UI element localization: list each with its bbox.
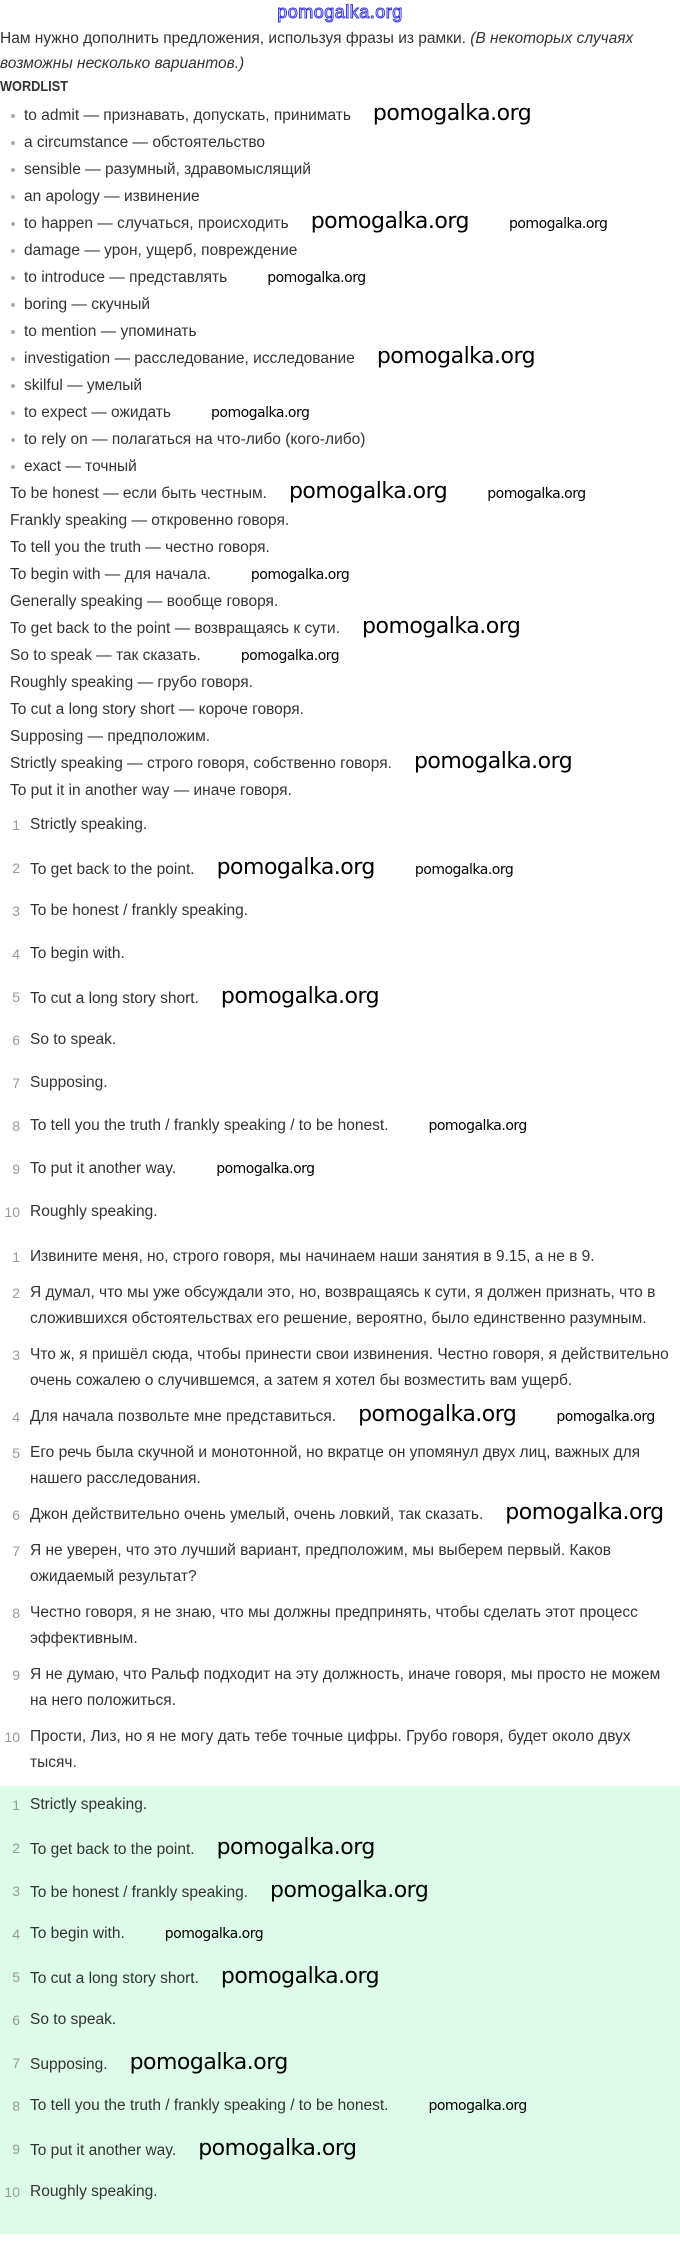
wordlist-item — [0, 723, 680, 750]
watermark: pomogalka.org — [428, 1118, 527, 1134]
wordlist-item — [0, 669, 680, 696]
watermark: pomogalka.org — [216, 855, 375, 880]
wordlist-title: WORDLIST — [0, 78, 68, 95]
translation-content — [30, 1538, 676, 1590]
watermark: pomogalka.org — [267, 270, 366, 286]
translation-text: Я не думаю, что Ральф подходит на эту должность, иначе говоря, мы просто не можем на него положиться. — [30, 1666, 661, 1709]
answer-text: So to speak. — [30, 2011, 117, 2028]
watermark: pomogalka.org — [164, 1926, 264, 1942]
item-number: 3 — [12, 1347, 20, 1363]
watermark: pomogalka.org — [358, 1402, 517, 1427]
item-number: 9 — [12, 2141, 20, 2157]
item-number: 6 — [12, 2012, 20, 2028]
wordlist-item-text: a circumstance — обстоятельство — [24, 134, 266, 151]
answer-text: Strictly speaking. — [30, 1796, 148, 1813]
watermark: pomogalka.org — [428, 2098, 527, 2114]
wordlist-item-text: Strictly speaking — строго говоря, собственно говоря. — [10, 755, 392, 772]
answer-item — [0, 1158, 680, 1201]
answer-item — [0, 1880, 680, 1923]
wordlist-item — [0, 183, 680, 210]
wordlist-item — [0, 777, 680, 804]
answer-text: To put it another way. — [30, 2142, 177, 2159]
item-number: 1 — [12, 1797, 20, 1813]
watermark: pomogalka.org — [211, 405, 310, 421]
wordlist-item-text: Generally speaking — вообще говоря. — [10, 593, 279, 610]
wordlist-item — [0, 615, 680, 642]
wordlist-item — [0, 453, 680, 480]
answer-item — [0, 2052, 680, 2095]
answer-content — [30, 1072, 108, 1115]
wordlist-item — [0, 372, 680, 399]
answer-text: To begin with. — [30, 1925, 125, 1942]
watermark: pomogalka.org — [220, 984, 380, 1009]
translation-item — [0, 1600, 676, 1652]
answer-item — [0, 1072, 680, 1115]
watermark: pomogalka.org — [487, 486, 586, 502]
watermark: pomogalka.org — [376, 344, 536, 369]
answer-text: Supposing. — [30, 1074, 108, 1091]
translation-text: Извините меня, но, строго говоря, мы начинаем наши занятия в 9.15, а не в 9. — [30, 1248, 595, 1265]
watermark: pomogalka.org — [372, 101, 532, 126]
answer-text: To cut a long story short. — [30, 990, 199, 1007]
answer-item — [0, 2138, 680, 2181]
wordlist-item — [0, 237, 680, 264]
wordlist-item-text: Frankly speaking — откровенно говоря. — [10, 512, 290, 529]
answer-content — [30, 1029, 116, 1072]
answer-item — [0, 1966, 680, 2009]
translation-content — [30, 1502, 664, 1528]
answer-content — [30, 1794, 147, 1837]
answer-item — [0, 986, 680, 1029]
wordlist-item-text: to introduce — представлять — [24, 269, 228, 286]
instruction-text: Нам нужно дополнить предложения, используя фразы из рамки. — [0, 30, 466, 47]
item-number: 7 — [12, 2055, 20, 2071]
item-number: 4 — [12, 1926, 20, 1942]
watermark: pomogalka.org — [505, 1500, 664, 1525]
answer-content — [30, 2181, 158, 2224]
answer-item — [0, 814, 680, 857]
translation-text: Что ж, я пришёл сюда, чтобы принести свои извинения. Честно говоря, я действительно очень сожалею о случившемся, а затем я хотел бы возместить вам ущерб. — [30, 1346, 669, 1389]
answer-item — [0, 1115, 680, 1158]
answer-content — [30, 1923, 263, 1966]
translation-item — [0, 1280, 676, 1332]
wordlist-item — [0, 291, 680, 318]
wordlist-item-text: to rely on — полагаться на что-либо (кого-либо) — [24, 431, 366, 448]
item-number: 6 — [12, 1507, 20, 1523]
item-number: 10 — [4, 2184, 20, 2200]
answer-content — [30, 1837, 375, 1880]
wordlist-item-text: damage — урон, ущерб, повреждение — [24, 242, 298, 259]
watermark: pomogalka.org — [413, 749, 573, 774]
answer-content — [30, 814, 147, 857]
translation-content — [30, 1440, 676, 1492]
translation-item — [0, 1342, 676, 1394]
answer-text: To tell you the truth / frankly speaking / to be honest. — [30, 1117, 389, 1134]
answer-text: To get back to the point. — [30, 1841, 195, 1858]
item-number: 4 — [12, 946, 20, 962]
answer-content — [30, 1880, 428, 1923]
wordlist-item-text: investigation — расследование, исследование — [24, 350, 355, 367]
answer-text: To tell you the truth / frankly speaking / to be honest. — [30, 2097, 389, 2114]
translation-item — [0, 1404, 676, 1430]
wordlist-item-text: Supposing — предположим. — [10, 728, 211, 745]
answer-content — [30, 2052, 288, 2095]
wordlist-item-text: To get back to the point — возвращаясь к сути. — [10, 620, 341, 637]
translation-content — [30, 1280, 676, 1332]
answer-content — [30, 1966, 379, 2009]
item-number: 9 — [12, 1667, 20, 1683]
answer-item — [0, 2095, 680, 2138]
answers-list-highlighted — [0, 1794, 680, 2224]
watermark: pomogalka.org — [270, 1878, 429, 1903]
wordlist-item-text: To be honest — если быть честным. — [10, 485, 267, 502]
wordlist-item — [0, 480, 680, 507]
wordlist-item — [0, 210, 680, 237]
wordlist-item — [0, 264, 680, 291]
answer-content — [30, 1158, 315, 1201]
answers-list — [0, 814, 680, 1244]
answer-text: So to speak. — [30, 1031, 117, 1048]
task-instructions — [0, 26, 672, 76]
wordlist-item — [0, 507, 680, 534]
instruction-note: (В некоторых случаях возможны несколько вариантов.) — [0, 30, 634, 72]
watermark: pomogalka.org — [310, 209, 469, 234]
item-number: 4 — [12, 1409, 20, 1425]
answer-item — [0, 2181, 680, 2224]
wordlist-item-text: To cut a long story short — короче говоря. — [10, 701, 304, 718]
answer-text: To cut a long story short. — [30, 1970, 199, 1987]
wordlist-item — [0, 102, 680, 129]
wordlist-item — [0, 129, 680, 156]
wordlist-item — [0, 345, 680, 372]
answer-text: To put it another way. — [30, 1160, 177, 1177]
watermark: pomogalka.org — [250, 567, 350, 583]
watermark: pomogalka.org — [240, 648, 340, 664]
wordlist — [0, 102, 680, 804]
translation-content — [30, 1404, 655, 1430]
item-number: 5 — [12, 989, 20, 1005]
item-number: 5 — [12, 1969, 20, 1985]
answer-content — [30, 857, 513, 900]
wordlist-item — [0, 156, 680, 183]
wordlist-item-text: Roughly speaking — грубо говоря. — [10, 674, 253, 691]
translation-text: Прости, Лиз, но я не могу дать тебе точные цифры. Грубо говоря, будет около двух тысяч. — [30, 1728, 631, 1771]
answer-text: Roughly speaking. — [30, 1203, 158, 1220]
translation-item — [0, 1244, 676, 1270]
answer-content — [30, 986, 379, 1029]
watermark: pomogalka.org — [216, 1161, 315, 1177]
wordlist-item — [0, 399, 680, 426]
translation-content — [30, 1342, 676, 1394]
wordlist-item-text: to admit — признавать, допускать, принимать — [24, 107, 351, 124]
item-number: 10 — [4, 1729, 20, 1745]
translation-item — [0, 1440, 676, 1492]
watermark: pomogalka.org — [129, 2050, 288, 2075]
wordlist-item — [0, 561, 680, 588]
wordlist-item — [0, 642, 680, 669]
item-number: 8 — [12, 2098, 20, 2114]
item-number: 1 — [12, 1249, 20, 1265]
item-number: 2 — [12, 860, 20, 876]
item-number: 9 — [12, 1161, 20, 1177]
answer-content — [30, 2095, 527, 2138]
answer-content — [30, 2138, 356, 2181]
watermark: pomogalka.org — [220, 1964, 380, 1989]
translation-text: Я думал, что мы уже обсуждали это, но, возвращаясь к сути, я должен признать, что в сложившихся обстоятельствах его решение, вероятно, было единственно разумным. — [30, 1284, 656, 1327]
translation-content — [30, 1662, 676, 1714]
answer-text: To be honest / frankly speaking. — [30, 1884, 248, 1901]
wordlist-item-text: boring — скучный — [24, 296, 151, 313]
translation-text: Для начала позвольте мне представиться. — [30, 1408, 337, 1425]
answer-item — [0, 1837, 680, 1880]
watermark: pomogalka.org — [556, 1409, 655, 1425]
watermark: pomogalka.org — [508, 216, 608, 232]
translation-content — [30, 1600, 676, 1652]
answer-text: Strictly speaking. — [30, 816, 148, 833]
answer-content — [30, 2009, 116, 2052]
item-number: 10 — [4, 1204, 20, 1220]
translation-text: Его речь была скучной и монотонной, но вкратце он упомянул двух лиц, важных для нашего расследования. — [30, 1444, 641, 1487]
answer-item — [0, 943, 680, 986]
answer-item — [0, 900, 680, 943]
translation-text: Джон действительно очень умелый, очень ловкий, так сказать. — [30, 1506, 484, 1523]
wordlist-item — [0, 426, 680, 453]
answer-item — [0, 857, 680, 900]
item-number: 8 — [12, 1605, 20, 1621]
watermark: pomogalka.org — [216, 1835, 375, 1860]
wordlist-item-text: To put it in another way — иначе говоря. — [10, 782, 292, 799]
translation-item — [0, 1538, 676, 1590]
wordlist-item-text: To tell you the truth — честно говоря. — [10, 539, 270, 556]
answer-content — [30, 1115, 527, 1158]
item-number: 1 — [12, 817, 20, 833]
answers-panel — [0, 1786, 680, 2234]
item-number: 3 — [12, 1883, 20, 1899]
answer-text: Supposing. — [30, 2056, 108, 2073]
site-logo[interactable]: pomogalka.org — [277, 2, 403, 22]
wordlist-item — [0, 588, 680, 615]
item-number: 2 — [12, 1840, 20, 1856]
answer-text: To be honest / frankly speaking. — [30, 902, 248, 919]
wordlist-item-text: To begin with — для начала. — [10, 566, 211, 583]
wordlist-item-text: exact — точный — [24, 458, 137, 475]
answer-item — [0, 1794, 680, 1837]
answer-content — [30, 900, 248, 943]
watermark: pomogalka.org — [362, 614, 521, 639]
item-number: 3 — [12, 903, 20, 919]
item-number: 6 — [12, 1032, 20, 1048]
translations-list — [0, 1244, 676, 1776]
wordlist-item-text: So to speak — так сказать. — [10, 647, 201, 664]
translation-content — [30, 1724, 676, 1776]
wordlist-item-text: to expect — ожидать — [24, 404, 171, 421]
answer-text: To begin with. — [30, 945, 125, 962]
item-number: 7 — [12, 1543, 20, 1559]
watermark: pomogalka.org — [414, 862, 514, 878]
wordlist-item — [0, 696, 680, 723]
wordlist-item-text: skilful — умелый — [24, 377, 143, 394]
answer-item — [0, 1201, 680, 1244]
wordlist-item — [0, 534, 680, 561]
translation-item — [0, 1724, 676, 1776]
answer-text: To get back to the point. — [30, 861, 195, 878]
wordlist-item-text: an apology — извинение — [24, 188, 200, 205]
watermark: pomogalka.org — [198, 2136, 357, 2161]
translation-item — [0, 1662, 676, 1714]
answer-item — [0, 1923, 680, 1966]
item-number: 8 — [12, 1118, 20, 1134]
item-number: 2 — [12, 1285, 20, 1301]
translation-content — [30, 1244, 595, 1270]
watermark: pomogalka.org — [288, 479, 448, 504]
translation-text: Честно говоря, я не знаю, что мы должны предпринять, чтобы сделать этот процесс эффективным. — [30, 1604, 638, 1647]
wordlist-item-text: sensible — разумный, здравомыслящий — [24, 161, 311, 178]
answer-content — [30, 1201, 158, 1244]
wordlist-item-text: to happen — случаться, происходить — [24, 215, 289, 232]
answer-content — [30, 943, 125, 986]
answer-item — [0, 2009, 680, 2052]
answer-text: Roughly speaking. — [30, 2183, 158, 2200]
translation-item — [0, 1502, 676, 1528]
wordlist-item — [0, 318, 680, 345]
item-number: 5 — [12, 1445, 20, 1461]
wordlist-item-text: to mention — упоминать — [24, 323, 197, 340]
translation-text: Я не уверен, что это лучший вариант, предположим, мы выберем первый. Каков ожидаемый результат? — [30, 1542, 611, 1585]
wordlist-item — [0, 750, 680, 777]
answer-item — [0, 1029, 680, 1072]
item-number: 7 — [12, 1075, 20, 1091]
